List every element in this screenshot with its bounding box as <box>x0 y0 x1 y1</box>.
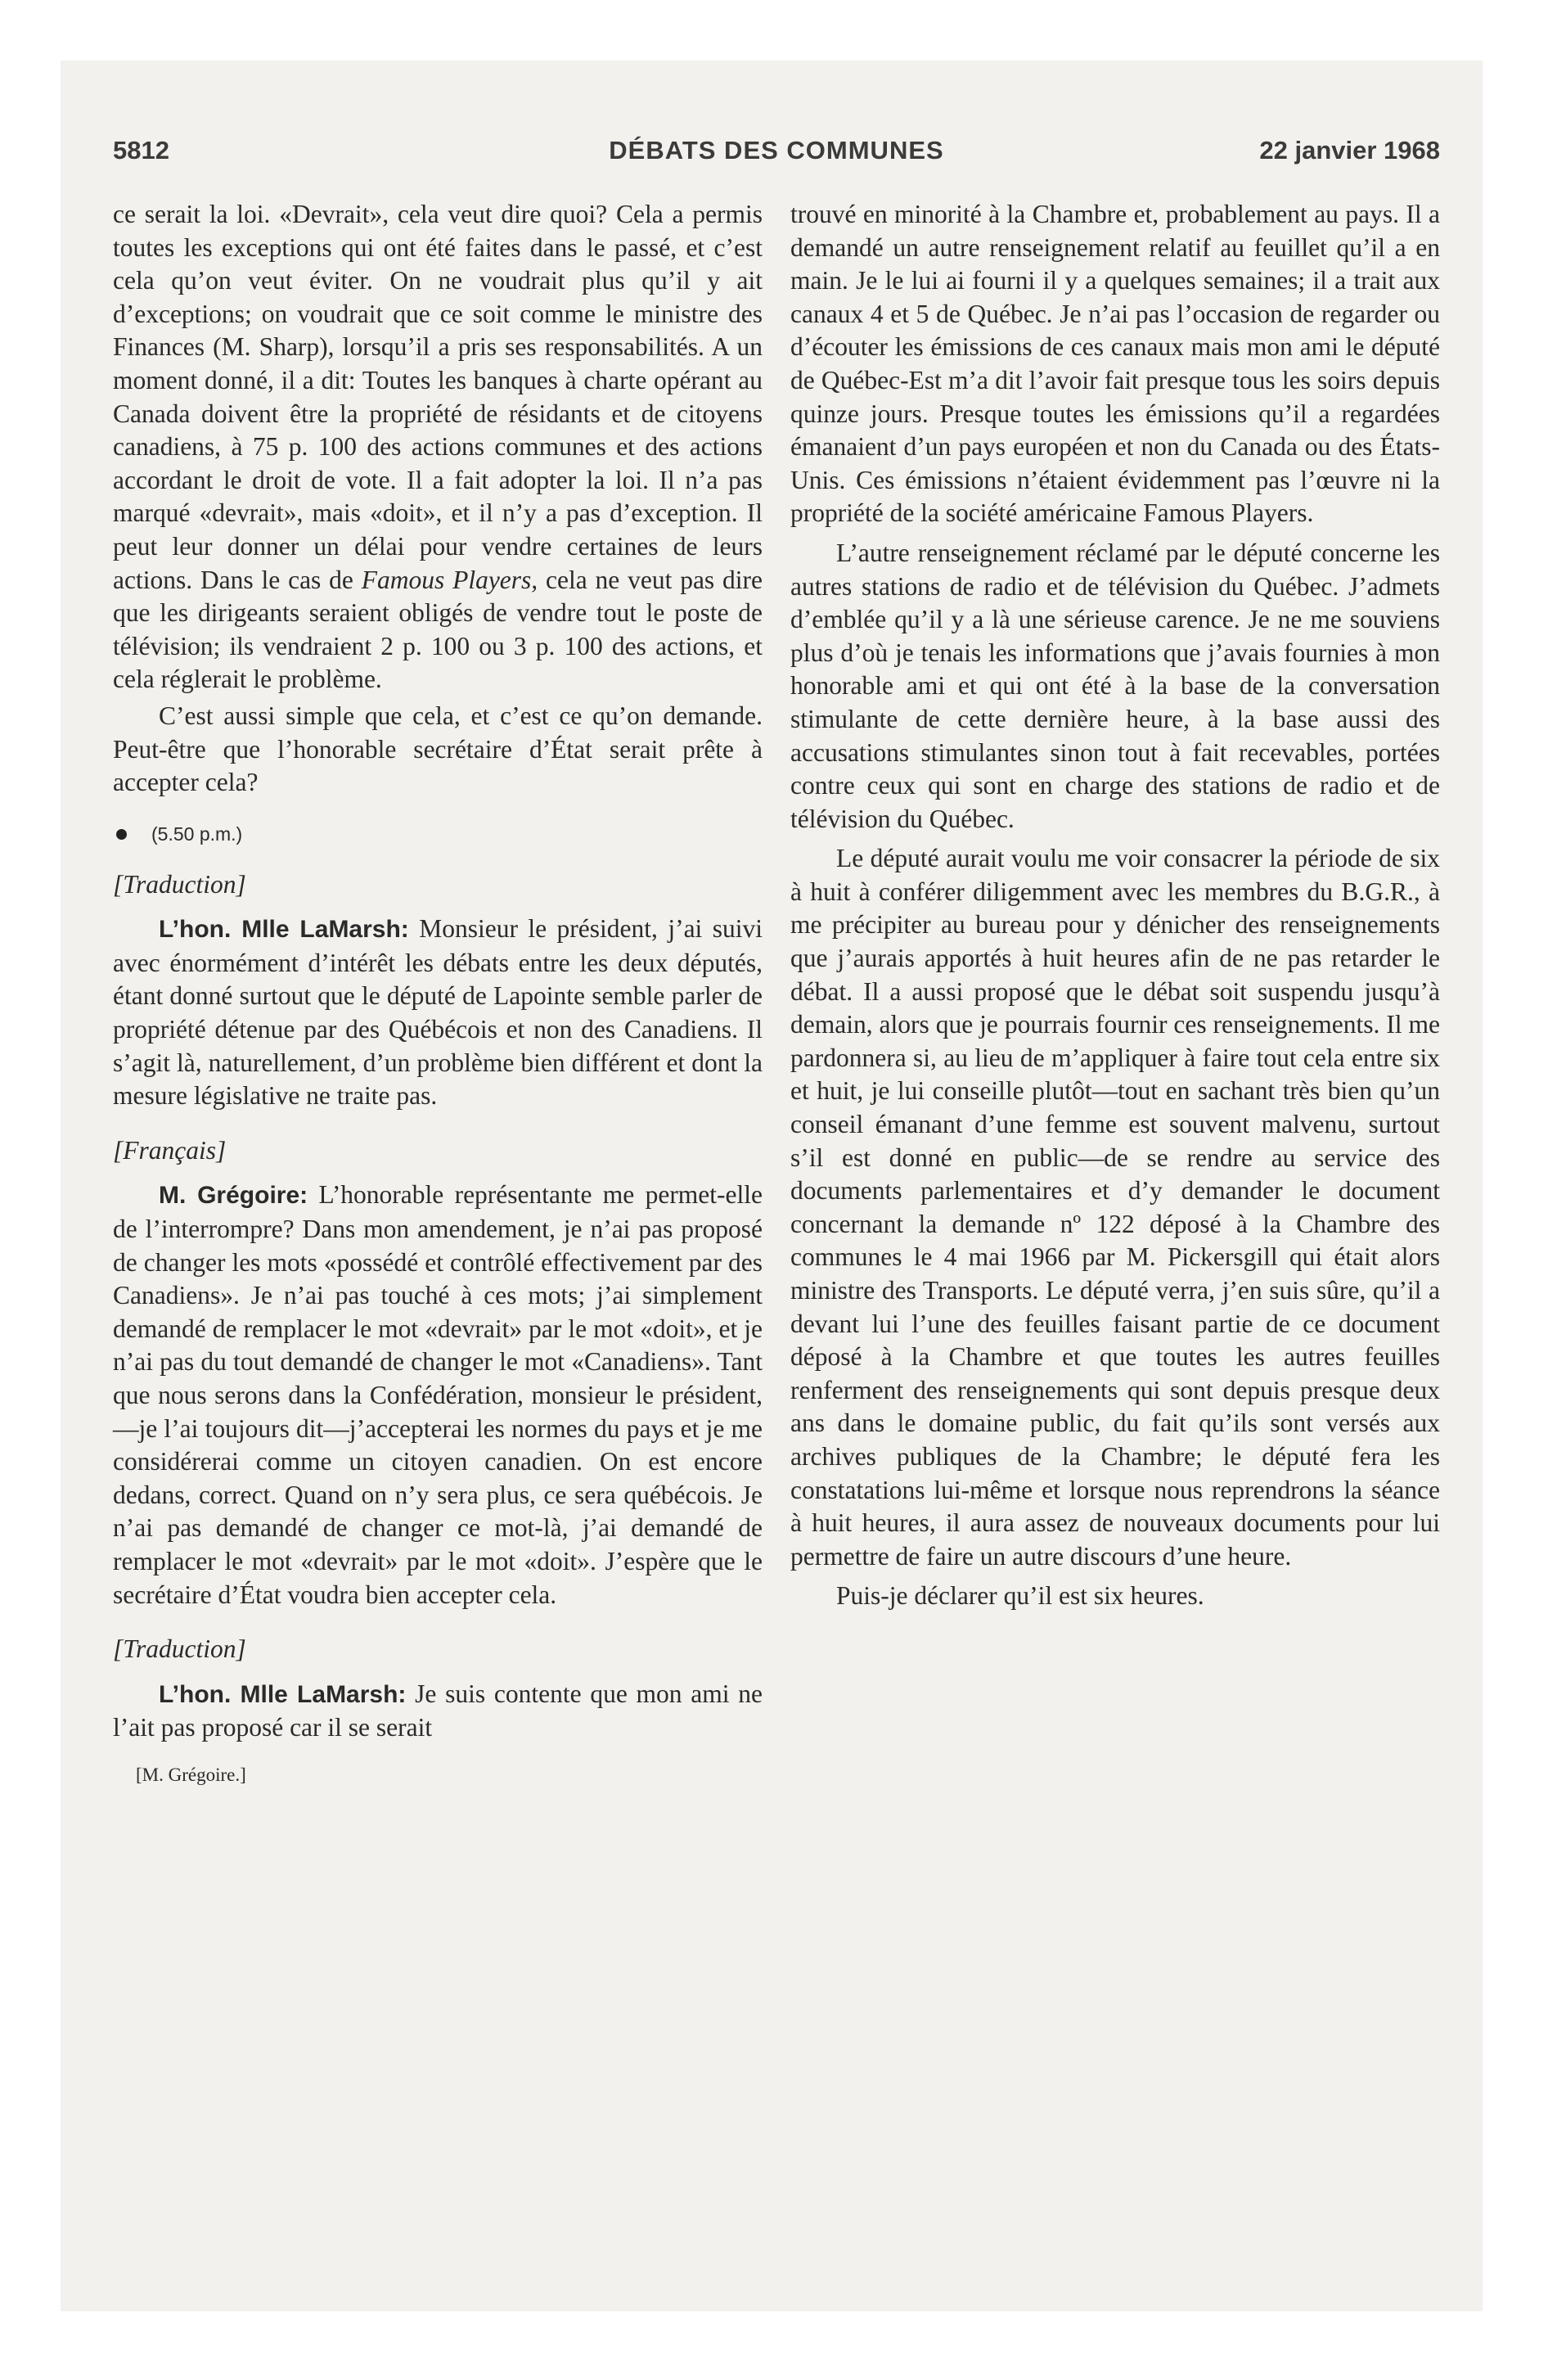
paragraph: L’autre renseignement réclamé par le député concerne les autres stations de radio et de télévision du Québec. J’admets d’emblée qu’il y a là une sérieuse carence. Je ne me souviens plus d’où je tenais les informations que j’avais fournies à mon honorable ami et qui ont été à la base de la conversation stimulante de cette dernière heure, à la base aussi des accusations stimulantes sinon tout à fait recevables, portées contre ceux qui sont en charge des stations de radio et de télévision du Québec. <box>790 538 1440 833</box>
time-marker: (5.50 p.m.) <box>113 821 763 847</box>
speaker-name: L’hon. Mlle LaMarsh: <box>159 1680 407 1708</box>
paragraph: M. Grégoire: L’honorable représentante me permet-elle de l’interrompre? Dans mon amendement, je n’ai pas proposé de changer les mots «possédé et contrôlé effectivement par des Canadiens». Je n’ai pas touché à ces mots; j’ai simplement demandé de remplacer le mot «devrait» par le mot «doit», et je n’ai pas du tout demandé de changer le mot «Canadiens». Tant que nous serons dans la Confédération, monsieur le président,—je l’ai toujours dit—j’accepterai les normes du pays et je me considérerai comme un citoyen canadien. On est encore dedans, correct. Quand on n’y sera plus, ce sera québécois. Je n’ai pas demandé de changer ce mot-là, j’ai demandé de remplacer le mot «devrait» par le mot «doit». J’espère que le secrétaire d’État voudra bien accepter cela. <box>113 1180 763 1609</box>
page-number: 5812 <box>113 136 169 165</box>
language-tag: [Traduction] <box>113 869 246 899</box>
speaker-name: M. Grégoire: <box>159 1182 308 1210</box>
paragraph: trouvé en minorité à la Chambre et, probablement au pays. Il a demandé un autre renseignement relatif au feuillet qu’il a en main. Je le lui ai fourni il y a quelques semaines; il a trait aux canaux 4 et 5 de Québec. Je n’ai pas l’occasion de regarder ou d’écouter les émissions de ces canaux mais mon ami le député de Québec-Est m’a dit l’avoir fait presque tous les soirs depuis quinze jours. Presque toutes les émissions qu’il a regardées émanaient d’un pays européen et non du Canada ou des États-Unis. Ces émissions n’étaient évidemment pas l’œuvre ni la propriété de la société américaine Famous Players. <box>790 200 1440 528</box>
paragraph: L’hon. Mlle LaMarsh: Monsieur le président, j’ai suivi avec énormément d’intérêt les débats entre les deux députés, étant donné surtout que le député de Lapointe semble parler de propriété détenue par des Québécois et non des Canadiens. Il s’agit là, naturellement, d’un problème bien différent et dont la mesure législative ne traite pas. <box>113 914 763 1111</box>
language-tag: [Traduction] <box>113 1634 246 1664</box>
paragraph: ce serait la loi. «Devrait», cela veut dire quoi? Cela a permis toutes les exceptions qui ont été faites dans le passé, et c’est cela qu’on veut éviter. On ne voudrait plus qu’il y ait d’exceptions; on voudrait que ce soit comme le ministre des Finances (M. Sharp), lorsqu’il a pris ses responsabilités. A un moment donné, il a dit: Toutes les banques à charte opérant au Canada doivent être la propriété de résidants et de citoyens canadiens, à 75 p. 100 des actions communes et des actions accordant le droit de vote. Il a fait adopter la loi. Il n’a pas marqué «devrait», mais «doit», et il n’y a pas d’exception. Il peut leur donner un délai pour vendre certaines de leurs actions. Dans le cas de Famous Players, cela ne veut pas dire que les dirigeants seraient obligés de vendre tout le poste de télévision; ils vendraient 2 p. 100 ou 3 p. 100 des actions, et cela réglerait le problème. <box>113 200 763 694</box>
right-column <box>790 198 1440 1616</box>
left-column <box>113 198 763 1787</box>
page-date: 22 janvier 1968 <box>1259 136 1440 165</box>
paragraph: C’est aussi simple que cela, et c’est ce qu’on demande. Peut-être que l’honorable secrétaire d’État serait prête à accepter cela? <box>113 701 763 797</box>
paragraph: Puis-je déclarer qu’il est six heures. <box>836 1581 1204 1611</box>
bullet-icon <box>116 829 127 840</box>
speaker-name: L’hon. Mlle LaMarsh: <box>159 916 409 944</box>
speaker-footer: [M. Grégoire.] <box>136 1764 246 1785</box>
language-tag: [Français] <box>113 1135 227 1165</box>
page-header <box>113 136 1440 172</box>
paragraph: L’hon. Mlle LaMarsh: Je suis contente que mon ami ne l’ait pas proposé car il se serait <box>113 1679 763 1742</box>
publication-title: DÉBATS DES COMMUNES <box>609 136 944 165</box>
paragraph: Le député aurait voulu me voir consacrer la période de six à huit à conférer diligemment avec les membres du B.G.R., à me précipiter au bureau pour y dénicher des renseignements que j’aurais apportés à huit heures afin de ne pas retarder le débat. Il a aussi proposé que le débat soit suspendu jusqu’à demain, alors que je pourrais fournir ces renseignements. Il me pardonnera si, au lieu de m’appliquer à faire tout cela entre six et huit, je lui conseille plutôt—tout en sachant très bien qu’un conseil émanant d’une femme est souvent malvenu, surtout s’il est donné en public—de se rendre au service des documents parlementaires et d’y demander le document concernant la demande nº 122 déposé à la Chambre des communes le 4 mai 1966 par M. Pickersgill qui était alors ministre des Transports. Le député verra, j’en suis sûre, qu’il a devant lui l’une des feuilles faisant partie de ce document déposé à la Chambre et que toutes les autres feuilles renferment des renseignements qui sont depuis presque deux ans dans le domaine public, du fait qu’ils sont versés aux archives publiques de la Chambre; le député fera les constatations lui-même et lorsque nous reprendrons la séance à huit heures, il aura assez de nouveaux documents pour lui permettre de faire un autre discours d’une heure. <box>790 844 1440 1571</box>
